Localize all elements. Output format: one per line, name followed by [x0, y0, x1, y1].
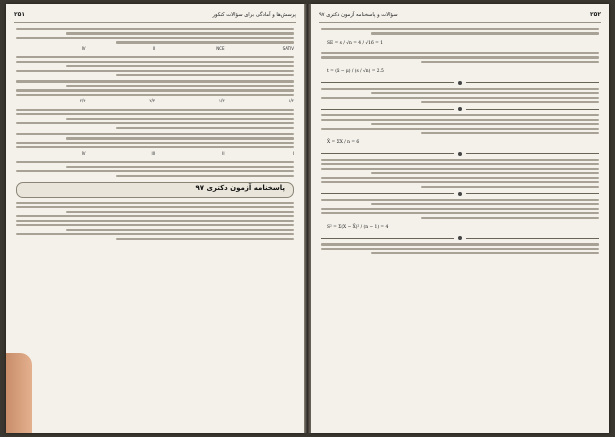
question-block	[16, 133, 294, 157]
answer-block	[321, 159, 599, 188]
book-spread	[6, 4, 609, 433]
right-page	[311, 4, 609, 433]
option: ۱/۲	[288, 98, 294, 104]
option: ۲/۳	[149, 98, 155, 104]
left-header-title: پرسش‌ها و آمادگی برای سؤالات کنکور	[212, 12, 296, 18]
answer-block	[321, 114, 599, 134]
option: NCE	[216, 45, 225, 51]
option: I	[292, 150, 294, 156]
right-page-number: ۲۵۲	[590, 11, 601, 18]
formula: SE = s / √n = 4 / √16 = 1	[327, 40, 384, 46]
question-block	[16, 161, 294, 177]
answer-block	[321, 52, 599, 63]
answer-block	[321, 243, 599, 254]
formula: S² = Σ(X − X̄)² / (n − 1) = 4	[327, 224, 389, 230]
options-row	[16, 151, 294, 157]
question-block	[16, 28, 294, 52]
options-row	[16, 46, 294, 52]
formula: t = (x̄ − μ) / (s / √n) = 2.5	[327, 69, 384, 75]
divider	[321, 236, 599, 240]
option: III	[151, 150, 155, 156]
option: II	[152, 45, 155, 51]
formula: X̄ = ΣX / n = 6	[327, 140, 360, 146]
right-page-body	[321, 26, 599, 425]
divider	[321, 107, 599, 111]
question-block	[16, 56, 294, 76]
answer-block	[16, 202, 294, 240]
divider	[321, 152, 599, 156]
answer-block	[321, 28, 599, 35]
options-row	[16, 98, 294, 104]
question-block	[16, 80, 294, 104]
answer-block	[321, 88, 599, 104]
option: IV	[81, 45, 86, 51]
option: SATIV	[282, 45, 294, 51]
option: IV	[81, 150, 86, 156]
divider	[321, 192, 599, 196]
option: ۲/۴	[79, 98, 86, 104]
option: ۱/۳	[218, 98, 225, 104]
left-page-body	[16, 26, 294, 425]
book-gutter	[304, 4, 311, 433]
left-page-number: ۲۵۱	[14, 11, 25, 18]
left-page	[6, 4, 304, 433]
question-block	[16, 109, 294, 129]
reader-hand	[6, 353, 32, 433]
section-title: پاسخنامه آزمون دکتری ۹۷	[195, 183, 285, 192]
option: II	[222, 150, 225, 156]
answer-block	[321, 199, 599, 219]
right-running-header	[319, 10, 601, 23]
divider	[321, 81, 599, 85]
right-header-title: سؤالات و پاسخنامه آزمون دکتری ۹۷	[319, 12, 398, 18]
answer-key-section-heading	[16, 182, 294, 198]
left-running-header	[14, 10, 296, 23]
